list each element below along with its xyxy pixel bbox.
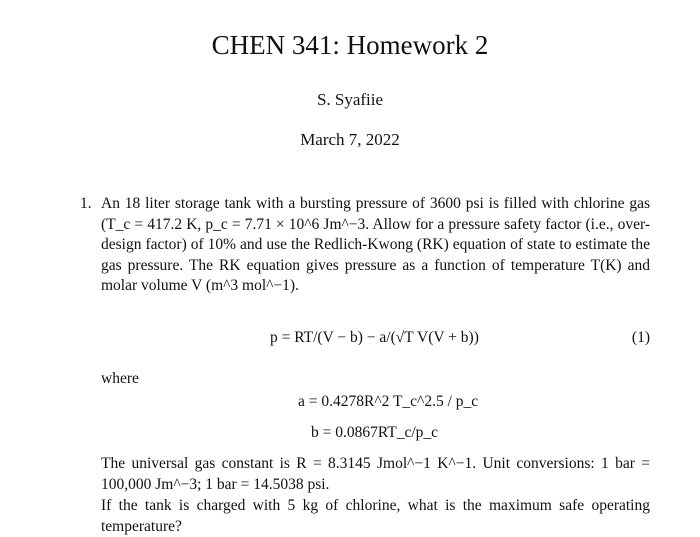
constants-text: The universal gas constant is R = 8.3145 Jmol^−1 K^−1. Unit conversions: 1 bar = 100,000 Jm^−3; 1 bar = 14.5038 psi. — [101, 455, 650, 493]
problem-1 — [80, 194, 650, 297]
problem-conclusion — [101, 453, 650, 537]
equation-1-text: p = RT/(V − b) − a/(√T V(V + b)) — [270, 329, 479, 346]
page-title: CHEN 341: Homework 2 — [211, 30, 489, 60]
author: S. Syafiie — [316, 90, 384, 109]
where-label: where — [101, 370, 139, 387]
date: March 7, 2022 — [300, 130, 400, 149]
equation-b: b = 0.0867RT_c/p_c — [311, 424, 439, 441]
problem-intro-text: An 18 liter storage tank with a bursting pressure of 3600 psi is filled with chlorine gas (T_c = 417.2 K, p_c = 7.71 × 10^6 Jm^−3. Allow for a pressure safety factor (i.e., over-design factor) of 10% and use the Redlich-Kwong (RK) equation of state to estimate the gas pressure. The RK equation gives pressure as a function of temperature T(K) and molar volume V (m^3 mol^−1). — [101, 195, 650, 294]
equation-number: (1) — [631, 329, 650, 346]
question-text: If the tank is charged with 5 kg of chlorine, what is the maximum safe operating temperature? — [101, 497, 650, 535]
problem-intro — [101, 194, 650, 297]
problem-number: 1. — [80, 195, 92, 212]
equation-a: a = 0.4278R^2 T_c^2.5 / p_c — [298, 393, 479, 410]
equation-1 — [270, 316, 650, 366]
